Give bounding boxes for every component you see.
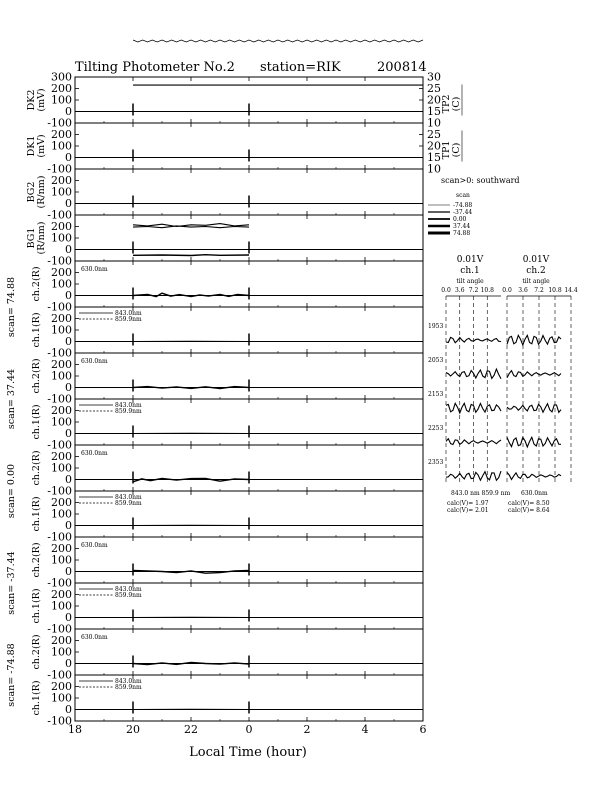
- tilt-tick-label: 7.2: [468, 287, 479, 294]
- y-axis-title: [26, 222, 47, 255]
- y-tick-label: 0: [65, 105, 72, 118]
- y-axis-title-line: ch.1(R): [31, 680, 42, 716]
- y-axis-title-line: (R/nm): [36, 175, 47, 209]
- y-axis-title-line: DK2: [26, 89, 37, 111]
- y-axis-title: [31, 680, 42, 715]
- y-tick-label: -100: [47, 668, 72, 682]
- legend-label: 859.9nm: [115, 316, 142, 323]
- y-tick-label: 0: [65, 611, 72, 624]
- y-axis-title-line: ch.2(R): [31, 266, 42, 302]
- y-axis-title: [31, 450, 42, 485]
- y-tick-label: 100: [51, 185, 72, 199]
- right-tick-label: 15: [427, 105, 441, 118]
- x-tick-label: 4: [361, 723, 369, 736]
- tilt-tick-label: 14.4: [564, 287, 578, 294]
- right-tick-label: 10: [427, 116, 441, 130]
- y-tick-label: 0: [65, 197, 72, 210]
- y-tick-label: 100: [51, 93, 72, 107]
- y-tick-label: 100: [51, 599, 72, 613]
- y-tick-label: -100: [47, 346, 72, 360]
- right-tick-label: 10: [427, 162, 441, 176]
- y-tick-label: 200: [51, 220, 72, 233]
- panel-frame: [75, 261, 423, 307]
- tilt-angle-label: tilt angle: [456, 278, 484, 285]
- x-tick-label: 0: [245, 723, 253, 736]
- y-axis-title-line: DK1: [26, 135, 37, 157]
- panel-frame: [75, 537, 423, 583]
- y-tick-label: -100: [47, 162, 72, 176]
- y-tick-label: 100: [51, 691, 72, 705]
- y-axis-title: [26, 134, 47, 157]
- series-line-630.0nm: [133, 293, 249, 296]
- y-tick-label: 0: [65, 151, 72, 164]
- panel-frame: [75, 215, 423, 261]
- scan-trace: [507, 371, 561, 378]
- y-tick-label: 0: [65, 565, 72, 578]
- x-axis-title: Local Time (hour): [189, 745, 307, 760]
- panel-frame: [75, 445, 423, 491]
- y-axis-title-line: (mV): [36, 88, 47, 112]
- y-tick-label: -100: [47, 208, 72, 222]
- scan-legend-label: -74.88: [453, 202, 473, 209]
- chart-title: Tilting Photometer No.2: [75, 60, 235, 75]
- y-axis-title: [31, 588, 42, 623]
- y-tick-label: 0: [65, 243, 72, 256]
- y-tick-label: 200: [51, 634, 72, 647]
- tilt-tick-label: 0.0: [502, 287, 512, 294]
- y-tick-label: 0: [65, 381, 72, 394]
- right-tick-label: 25: [427, 128, 441, 141]
- y-tick-label: 100: [51, 461, 72, 475]
- tilt-tick-label: 7.2: [534, 287, 544, 294]
- y-axis-title: [31, 634, 42, 669]
- panel-6: [31, 307, 423, 360]
- y-axis-title-line: (mV): [36, 134, 47, 158]
- x-tick-label: 20: [126, 723, 140, 736]
- y-tick-label: -100: [47, 116, 72, 130]
- y-tick-label: 0: [65, 473, 72, 486]
- y-tick-label: -100: [47, 622, 72, 636]
- panel-frame: [75, 123, 423, 169]
- y-axis-title-line: (R/nm): [36, 221, 47, 255]
- y-tick-label: 200: [51, 128, 72, 141]
- y-axis-title-line: BG2: [26, 181, 37, 203]
- right-axis-title-line: TP1: [441, 140, 452, 160]
- series-line-630.0nm: [133, 478, 249, 481]
- panel-8: [31, 399, 423, 452]
- y-tick-label: 200: [51, 266, 72, 279]
- y-tick-label: 0: [65, 427, 72, 440]
- right-axis-title-line: (C): [451, 96, 462, 112]
- y-tick-label: 200: [51, 404, 72, 417]
- y-tick-label: 100: [51, 415, 72, 429]
- y-tick-label: 0: [65, 289, 72, 302]
- wavelength-annotation: 630.0nm: [81, 450, 108, 457]
- y-axis-title-line: ch.1(R): [31, 496, 42, 532]
- y-tick-label: 200: [51, 588, 72, 601]
- series-line-band-low: [133, 226, 249, 228]
- ch-scale-header: 0.01V: [522, 255, 550, 265]
- top-trace-line: [133, 40, 423, 42]
- scan-legend-label: 37.44: [453, 223, 471, 230]
- y-axis-title-line: ch.1(R): [31, 404, 42, 440]
- scan-direction-title: scan>0: southward: [441, 176, 520, 185]
- tilt-tick-label: 3.6: [518, 287, 528, 294]
- y-tick-label: 200: [51, 450, 72, 463]
- ch2-wavelength: 630.0nm: [521, 490, 548, 497]
- legend-label: 843.0nm: [115, 402, 142, 409]
- y-tick-label: 200: [51, 312, 72, 325]
- right-axis-title: [441, 95, 462, 114]
- ch1-calc-1: calc(V)= 1.97: [447, 500, 489, 507]
- legend-label: 843.0nm: [115, 494, 142, 501]
- scan-group-label: scan= -37.44: [6, 551, 17, 615]
- ch1-calc-2: calc(V)= 2.01: [447, 507, 489, 514]
- scan-group-label: scan= 74.88: [6, 276, 17, 338]
- ch2-calc-1: calc(V)= 8.50: [508, 500, 550, 507]
- right-axis-title: [441, 141, 462, 160]
- y-tick-label: 0: [65, 657, 72, 670]
- scan-group-label: scan= 0.00: [6, 463, 17, 519]
- wavelength-annotation: 630.0nm: [81, 358, 108, 365]
- chart-header: [75, 60, 427, 75]
- y-axis-title-line: ch.1(R): [31, 588, 42, 624]
- y-tick-label: 0: [65, 519, 72, 532]
- x-tick-label: 22: [184, 723, 198, 736]
- ch1-wavelengths: 843.0 nm 859.9 nm: [451, 490, 511, 497]
- y-axis-title-line: ch.2(R): [31, 634, 42, 670]
- right-tick-label: 20: [427, 93, 441, 107]
- right-axis-title-line: TP2: [441, 94, 452, 114]
- row-time-label: 2353: [428, 459, 444, 466]
- panel-1: [26, 71, 462, 130]
- top-reference-trace: [133, 40, 423, 42]
- ch-label: ch.2: [526, 266, 546, 276]
- ch2-calc-2: calc(V)= 8.64: [508, 507, 550, 514]
- panel-14: [31, 675, 423, 728]
- scan-legend-label: -37.44: [453, 209, 473, 216]
- y-tick-label: -100: [47, 300, 72, 314]
- tilt-tick-label: 10.8: [548, 287, 562, 294]
- y-tick-label: 200: [51, 358, 72, 371]
- right-tick-label: 30: [427, 70, 441, 84]
- x-tick-label: 2: [303, 723, 311, 736]
- panel-2: [26, 123, 462, 176]
- y-axis-title: [26, 176, 47, 209]
- scan-trace: [507, 335, 561, 345]
- right-tick-label: 15: [427, 151, 441, 164]
- y-tick-label: 200: [51, 82, 72, 95]
- wavelength-annotation: 630.0nm: [81, 542, 108, 549]
- scan-group-label: scan= 37.44: [6, 368, 17, 430]
- series-line-base: [133, 255, 249, 256]
- y-axis-title-line: ch.1(R): [31, 312, 42, 348]
- legend-label: 859.9nm: [115, 592, 142, 599]
- panel-frame: [75, 629, 423, 675]
- row-time-label: 2053: [428, 357, 444, 364]
- panel-frame: [75, 169, 423, 215]
- y-tick-label: -100: [47, 392, 72, 406]
- panel-3: [26, 169, 423, 222]
- y-tick-label: 100: [51, 139, 72, 153]
- y-axis-title: [31, 266, 42, 301]
- y-tick-label: -100: [47, 714, 72, 728]
- row-time-label: 2153: [428, 391, 444, 398]
- side-panel: [428, 176, 578, 514]
- scan-trace: [507, 404, 561, 413]
- scan-trace: [507, 437, 561, 447]
- y-tick-label: 200: [51, 174, 72, 187]
- panel-10: [31, 491, 423, 544]
- x-axis: [68, 723, 427, 736]
- legend-label: 843.0nm: [115, 586, 142, 593]
- wavelength-annotation: 630.0nm: [81, 266, 108, 273]
- scan-legend-label: 0.00: [453, 216, 467, 223]
- series-line-band-high: [133, 224, 249, 227]
- row-time-label: 1953: [428, 323, 444, 330]
- y-axis-title: [26, 88, 47, 111]
- y-tick-label: 100: [51, 507, 72, 521]
- panel-4: [26, 215, 423, 268]
- x-tick-label: 6: [419, 723, 427, 736]
- y-tick-label: 100: [51, 231, 72, 245]
- scan-legend-title: scan: [456, 192, 470, 199]
- y-tick-label: 100: [51, 323, 72, 337]
- y-tick-label: 100: [51, 277, 72, 291]
- y-tick-label: 100: [51, 645, 72, 659]
- y-tick-label: 100: [51, 553, 72, 567]
- y-tick-label: -100: [47, 576, 72, 590]
- tilt-tick-label: 0.0: [441, 287, 451, 294]
- tilt-tick-label: 3.6: [454, 287, 465, 294]
- tilt-tick-label: 10.8: [480, 287, 494, 294]
- y-axis-title: [31, 404, 42, 439]
- y-tick-label: 0: [65, 703, 72, 716]
- y-tick-label: -100: [47, 484, 72, 498]
- y-tick-label: 100: [51, 369, 72, 383]
- y-tick-label: 200: [51, 680, 72, 693]
- y-tick-label: 200: [51, 496, 72, 509]
- legend-label: 859.9nm: [115, 684, 142, 691]
- tilt-angle-label: tilt angle: [522, 278, 550, 285]
- y-tick-label: 300: [51, 70, 72, 84]
- y-tick-label: -100: [47, 530, 72, 544]
- scan-group-label: scan= -74.88: [6, 643, 17, 707]
- right-tick-label: 25: [427, 82, 441, 95]
- panel-12: [31, 583, 423, 636]
- y-axis-title-line: ch.2(R): [31, 358, 42, 394]
- date-label: 200814: [377, 60, 427, 75]
- y-tick-label: 200: [51, 542, 72, 555]
- ch-scale-header: 0.01V: [456, 255, 484, 265]
- panel-frame: [75, 77, 423, 123]
- row-time-label: 2253: [428, 425, 444, 432]
- y-tick-label: 0: [65, 335, 72, 348]
- legend-label: 859.9nm: [115, 408, 142, 415]
- y-axis-title-line: ch.2(R): [31, 542, 42, 578]
- right-tick-label: 20: [427, 139, 441, 153]
- legend-label: 859.9nm: [115, 500, 142, 507]
- y-tick-label: -100: [47, 438, 72, 452]
- scan-trace: [446, 369, 501, 379]
- wavelength-annotation: 630.0nm: [81, 634, 108, 641]
- panels-group: [6, 71, 462, 728]
- legend-label: 843.0nm: [115, 310, 142, 317]
- panel-frame: [75, 353, 423, 399]
- legend-label: 843.0nm: [115, 678, 142, 685]
- y-axis-title: [31, 542, 42, 577]
- y-axis-title-line: ch.2(R): [31, 450, 42, 486]
- y-axis-title-line: BG1: [26, 227, 37, 249]
- y-tick-label: -100: [47, 254, 72, 268]
- right-axis-title-line: (C): [451, 142, 462, 158]
- ch-label: ch.1: [460, 266, 480, 276]
- y-axis-title: [31, 312, 42, 347]
- y-axis-title: [31, 496, 42, 531]
- scan-legend-label: 74.88: [453, 230, 471, 237]
- y-axis-title: [31, 358, 42, 393]
- station-label: station=RIK: [260, 60, 341, 75]
- scan-trace: [507, 472, 561, 479]
- x-tick-label: 18: [68, 723, 82, 736]
